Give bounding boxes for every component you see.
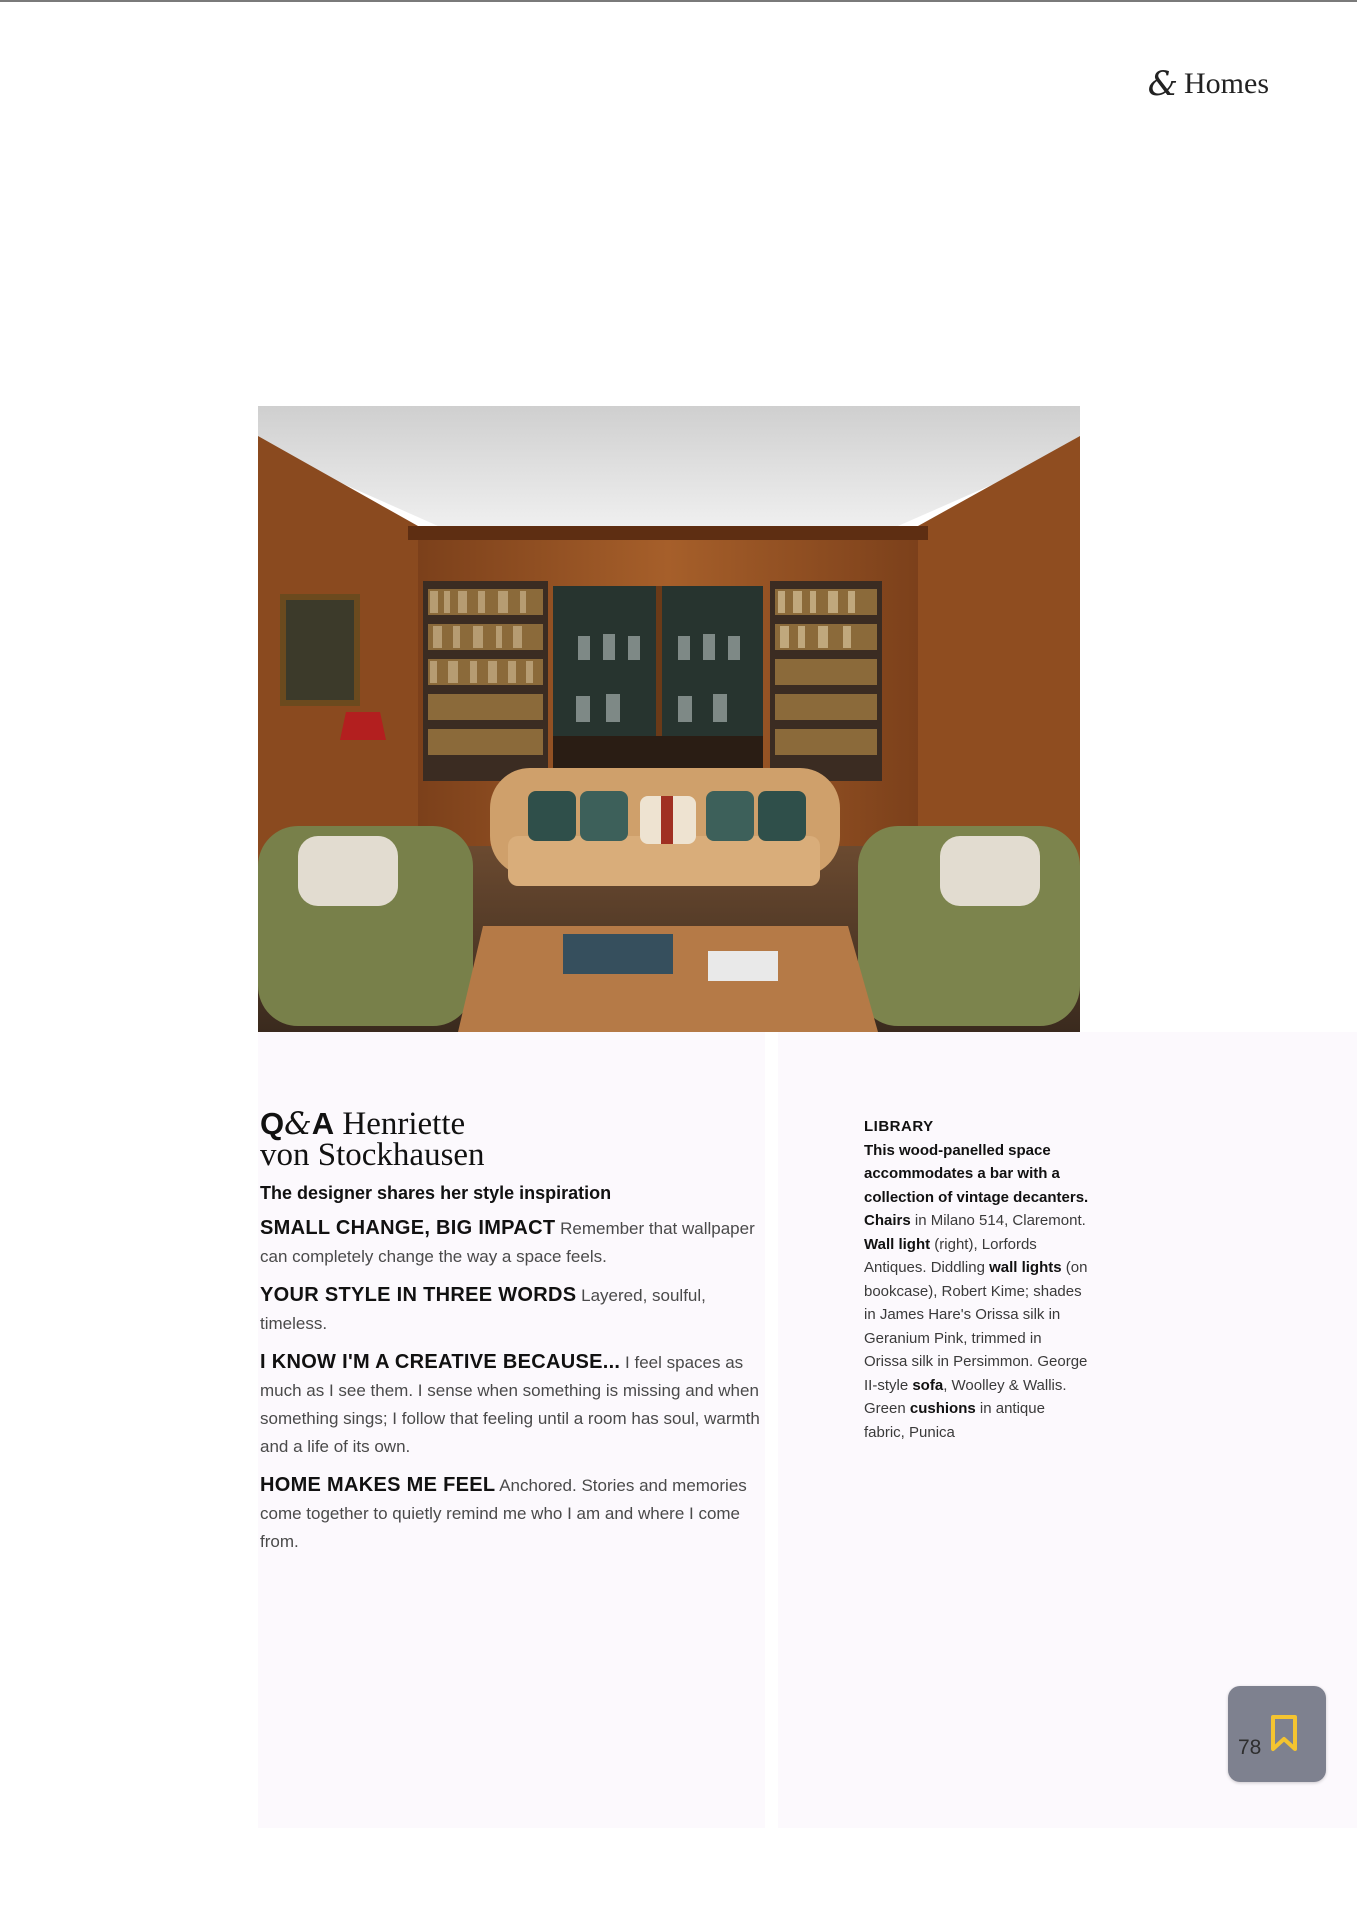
qa-answer: Remember that wallpaper can completely change the way a space feels.	[260, 1219, 755, 1266]
photo-caption	[864, 1115, 1089, 1444]
caption-bold-wall-light: Wall light	[864, 1235, 931, 1253]
qa-q-letter: Q	[260, 1106, 285, 1141]
qa-question: YOUR STYLE IN THREE WORDS	[260, 1284, 577, 1306]
qa-item	[260, 1348, 760, 1461]
qa-subtitle: The designer shares her style inspiration	[260, 1183, 612, 1203]
qa-answer: Anchored. Stories and memories come together to quietly remind me who I am and where I come from.	[260, 1476, 747, 1551]
caption-body	[864, 1139, 1089, 1445]
caption-text: (on bookcase), Robert Kime; shades in James Hare's Orissa silk in Geranium Pink, trimmed in Orissa silk in Persimmon. George II-style	[864, 1259, 1088, 1394]
caption-text: (right), Lorfords Antiques. Diddling	[864, 1235, 1037, 1276]
qa-name-last: von Stockhausen	[260, 1137, 485, 1173]
qa-item	[260, 1471, 760, 1556]
qa-a-letter: A	[311, 1106, 335, 1141]
qa-item	[260, 1214, 760, 1271]
qa-question: HOME MAKES ME FEEL	[260, 1474, 496, 1496]
qa-article	[260, 1108, 760, 1556]
qa-name-first: Henriette	[342, 1106, 466, 1142]
caption-heading: LIBRARY	[864, 1118, 934, 1135]
qa-title	[260, 1108, 760, 1171]
bookmark-button[interactable]	[1228, 1686, 1326, 1782]
caption-text: in antique fabric, Punica	[864, 1400, 1045, 1441]
caption-intro: This wood-panelled space accommodates a bar with a collection of vintage decanters.	[864, 1141, 1089, 1206]
bookmark-icon	[1270, 1714, 1298, 1752]
qa-item	[260, 1281, 760, 1338]
ampersand-logo: &	[1147, 64, 1178, 104]
qa-prefix	[260, 1106, 334, 1141]
qa-question: I KNOW I'M A CREATIVE BECAUSE...	[260, 1351, 621, 1373]
caption-bold-cushions: cushions	[909, 1400, 976, 1417]
qa-answer: Layered, soulful, timeless.	[260, 1286, 706, 1333]
page-number: 78	[1238, 1736, 1262, 1759]
section-header	[1148, 64, 1269, 104]
caption-bold-chairs: Chairs	[864, 1212, 911, 1229]
caption-bold-wall-lights: wall lights	[989, 1259, 1062, 1276]
library-photo	[258, 406, 1080, 1032]
caption-text: in Milano 514, Claremont.	[910, 1212, 1086, 1229]
top-border	[0, 0, 1357, 2]
caption-text: , Woolley & Wallis. Green	[864, 1376, 1067, 1417]
caption-bold-sofa: sofa	[912, 1376, 944, 1394]
qa-question: SMALL CHANGE, BIG IMPACT	[260, 1217, 556, 1239]
section-title: Homes	[1184, 67, 1269, 100]
qa-ampersand: &	[284, 1106, 312, 1142]
qa-answer: I feel spaces as much as I see them. I sense when something is missing and when something sings; I follow that feeling until a room has soul, warmth and a life of its own.	[260, 1353, 760, 1456]
